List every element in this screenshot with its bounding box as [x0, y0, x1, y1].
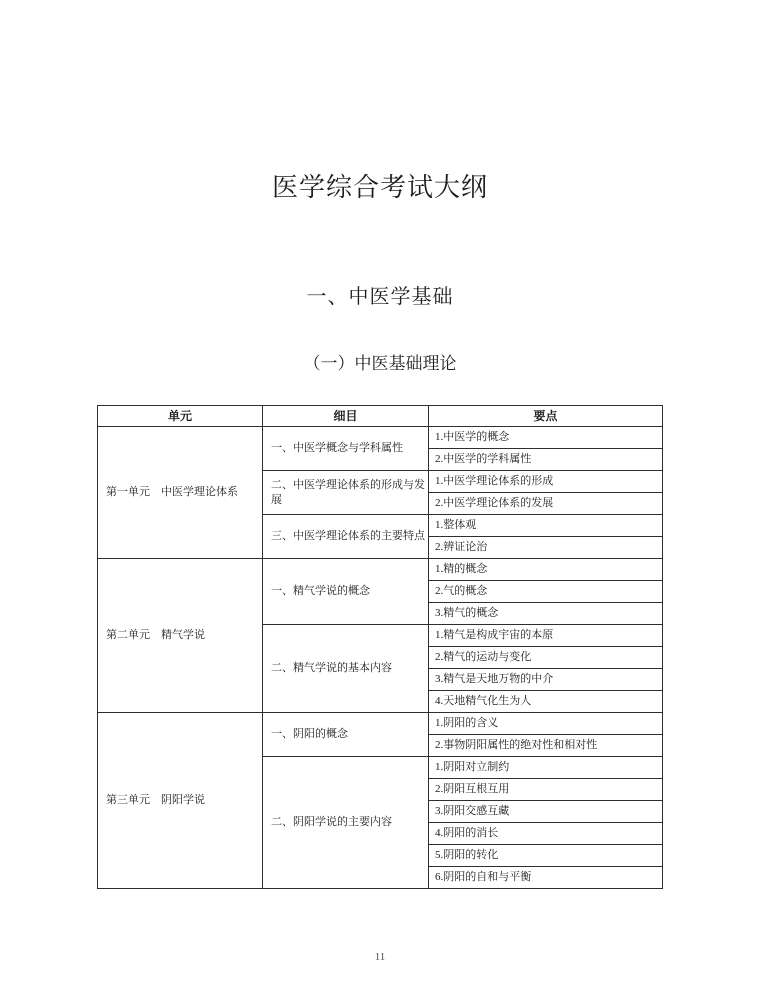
point-cell: 1.中医学的概念: [429, 427, 663, 449]
point-cell: 4.阴阳的消长: [429, 823, 663, 845]
section-heading: 一、中医学基础: [306, 286, 454, 308]
point-cell: 2.气的概念: [429, 581, 663, 603]
unit-cell: 第三单元 阴阳学说: [98, 713, 263, 889]
point-cell: 2.精气的运动与变化: [429, 647, 663, 669]
point-cell: 3.精气是天地万物的中介: [429, 669, 663, 691]
point-cell: 3.阴阳交感互藏: [429, 801, 663, 823]
item-cell: 二、精气学说的基本内容: [263, 625, 429, 713]
table-row: [98, 427, 663, 449]
point-cell: 2.中医学的学科属性: [429, 449, 663, 471]
point-cell: 4.天地精气化生为人: [429, 691, 663, 713]
document-title: 医学综合考试大纲: [271, 173, 488, 202]
item-cell: 一、精气学说的概念: [263, 559, 429, 625]
table-row: [98, 559, 663, 581]
table-row: [98, 713, 663, 735]
page-number: 11: [374, 951, 386, 963]
point-cell: 6.阴阳的自和与平衡: [429, 867, 663, 889]
column-header-point: 要点: [429, 406, 663, 427]
point-cell: 1.阴阳的含义: [429, 713, 663, 735]
point-cell: 2.辨证论治: [429, 537, 663, 559]
point-cell: 2.中医学理论体系的发展: [429, 493, 663, 515]
item-cell: 二、阴阳学说的主要内容: [263, 757, 429, 889]
point-cell: 3.精气的概念: [429, 603, 663, 625]
unit-cell: 第二单元 精气学说: [98, 559, 263, 713]
point-cell: 1.精的概念: [429, 559, 663, 581]
syllabus-table-body: [98, 427, 663, 889]
point-cell: 1.阴阳对立制约: [429, 757, 663, 779]
item-cell: 一、阴阳的概念: [263, 713, 429, 757]
column-header-unit: 单元: [98, 406, 263, 427]
point-cell: 2.事物阴阳属性的绝对性和相对性: [429, 735, 663, 757]
point-cell: 2.阴阳互根互用: [429, 779, 663, 801]
table-header-row: [98, 406, 663, 427]
point-cell: 1.中医学理论体系的形成: [429, 471, 663, 493]
point-cell: 1.精气是构成宇宙的本原: [429, 625, 663, 647]
unit-cell: 第一单元 中医学理论体系: [98, 427, 263, 559]
point-cell: 1.整体观: [429, 515, 663, 537]
item-cell: 二、中医学理论体系的形成与发展: [263, 471, 429, 515]
item-cell: 一、中医学概念与学科属性: [263, 427, 429, 471]
item-cell: 三、中医学理论体系的主要特点: [263, 515, 429, 559]
subsection-heading: （一）中医基础理论: [303, 354, 457, 373]
point-cell: 5.阴阳的转化: [429, 845, 663, 867]
column-header-item: 细目: [263, 406, 429, 427]
syllabus-table: [97, 405, 663, 889]
